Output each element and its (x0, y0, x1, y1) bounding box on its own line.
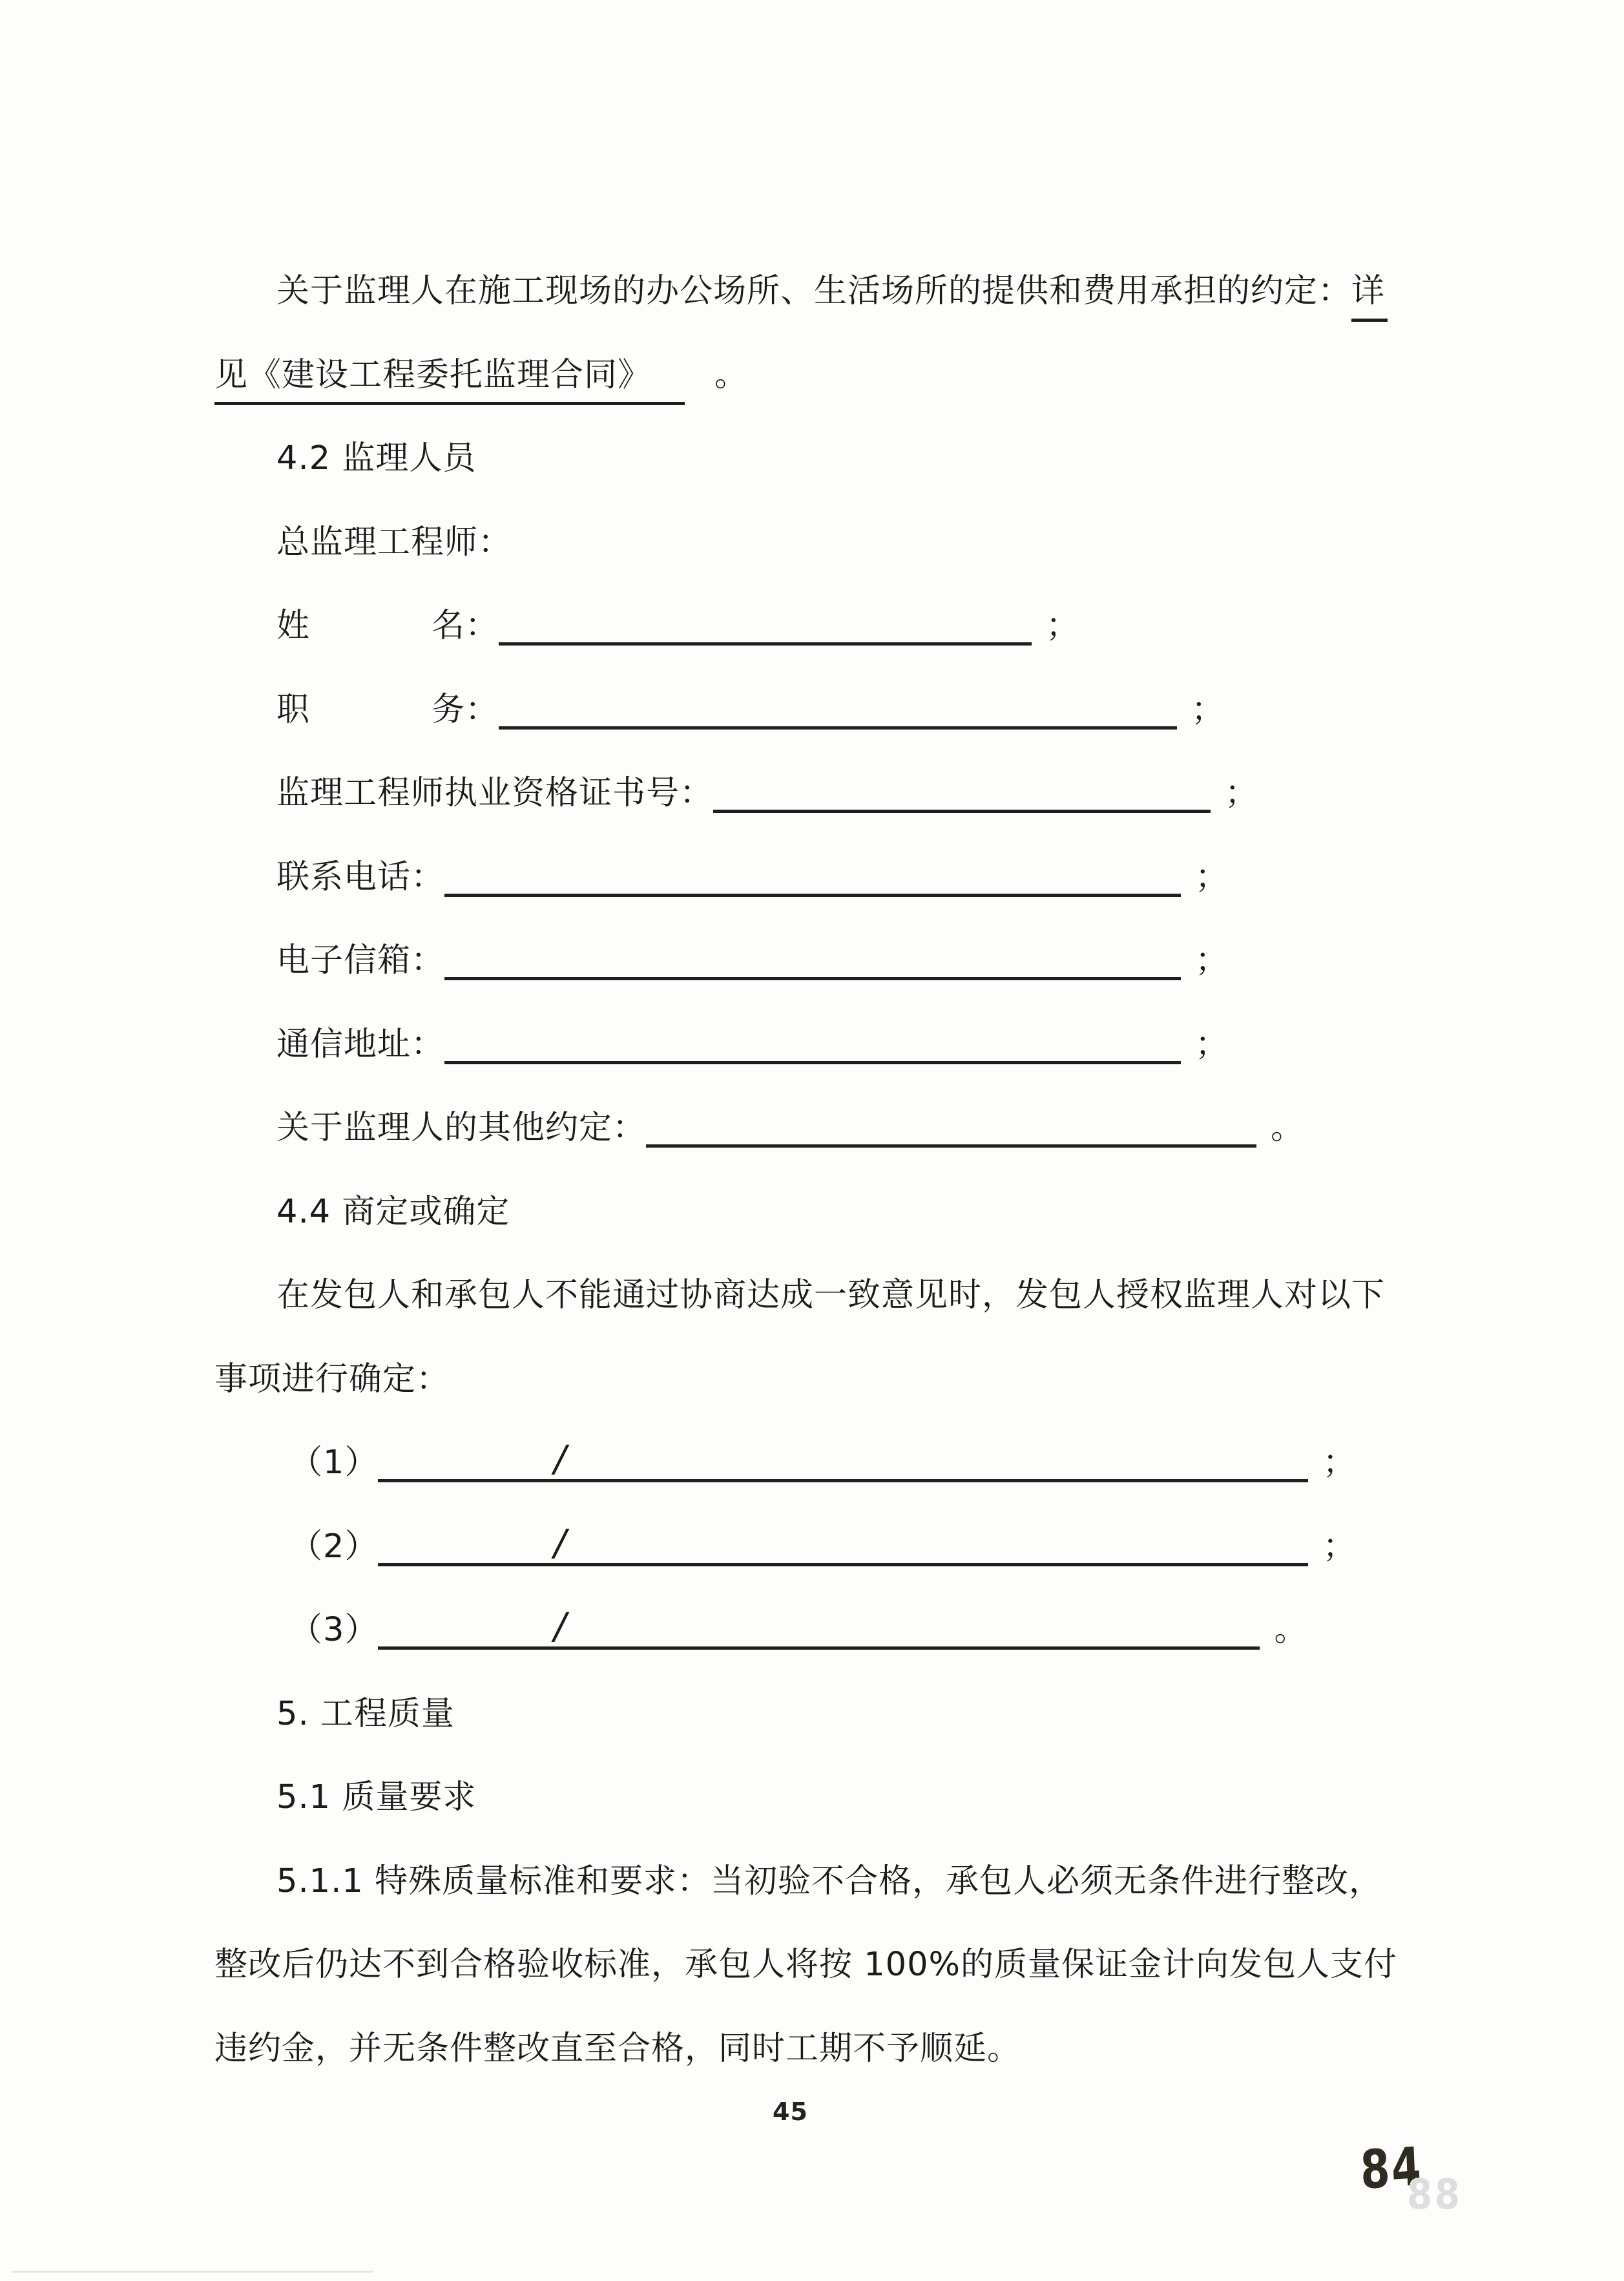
name-label-b: 名： (432, 607, 499, 645)
semicolon-mark: ； (1195, 1025, 1229, 1064)
blank-underline (646, 1139, 1256, 1148)
blank-underline (444, 1056, 1181, 1064)
period-mark: 。 (1271, 1109, 1305, 1147)
field-phone (214, 836, 1390, 920)
blank-underline (713, 804, 1211, 813)
clause-5-1-1-line3 (214, 2007, 1390, 2091)
determination-text-1: 在发包人和承包人不能通过协商达成一致意见时，发包人授权监理人对以下 (276, 1276, 1386, 1314)
slash-placeholder: / (554, 1522, 567, 1564)
item-2-label: （2） (289, 1527, 379, 1566)
heading-4-2 (214, 417, 1390, 501)
clause-office-text: 关于监理人在施工现场的办公场所、生活场所的提供和费用承担的约定： (276, 272, 1352, 310)
contract-body (214, 249, 1398, 2090)
blank-underline (499, 721, 1177, 730)
field-email (214, 919, 1390, 1003)
item-1-label: （1） (289, 1444, 379, 1482)
determination-text-2: 事项进行确定： (214, 1360, 450, 1398)
chief-engineer-label-text: 总监理工程师： (276, 523, 512, 562)
heading-5-text: 5. 工程质量 (276, 1694, 455, 1733)
blank-underline (444, 888, 1181, 897)
blank-underline (378, 1438, 1308, 1482)
label-chief-supervision-engineer (214, 501, 1390, 585)
position-label-b: 务： (432, 690, 499, 729)
blank-underline (378, 1522, 1308, 1566)
name-label-a: 姓 (276, 607, 311, 645)
clause-5-1-1-line2 (214, 1923, 1398, 2007)
clause-supervisor-office-line2 (214, 333, 1390, 417)
heading-4-2-text: 4.2 监理人员 (276, 439, 477, 478)
footer-page-number: 45 (773, 2097, 808, 2126)
email-label: 电子信箱： (276, 941, 445, 980)
other-agreements-label: 关于监理人的其他约定： (276, 1109, 647, 1147)
certificate-label: 监理工程师执业资格证书号： (276, 774, 714, 812)
clause-5-1-1-line1 (214, 1840, 1390, 1924)
semicolon-mark: ； (1322, 1444, 1357, 1482)
determination-item-3 (214, 1588, 1390, 1672)
semicolon-mark: ； (1225, 774, 1259, 812)
heading-5 (214, 1672, 1390, 1756)
slash-placeholder: / (554, 1606, 567, 1648)
field-other-agreements (214, 1086, 1390, 1170)
field-certificate-no (214, 752, 1390, 836)
phone-label: 联系电话： (276, 857, 445, 896)
scan-artifact-line (12, 2271, 373, 2273)
period-mark: 。 (1274, 1611, 1308, 1649)
para-determination-line1 (214, 1254, 1390, 1338)
heading-5-1 (214, 1756, 1390, 1840)
period-mark: 。 (714, 355, 749, 394)
blank-underline (499, 637, 1032, 646)
field-postal-address (214, 1003, 1390, 1087)
clause-5-1-1-text-1: 5.1.1 特殊质量标准和要求：当初验不合格，承包人必须无条件进行整改， (276, 1862, 1382, 1900)
semicolon-mark: ； (1322, 1527, 1357, 1566)
position-label-a: 职 (276, 690, 311, 729)
blank-underline (378, 1606, 1260, 1650)
para-determination-line2 (214, 1338, 1390, 1422)
clause-5-1-1-text-3: 违约金，并无条件整改直至合格，同时工期不予顺延。 (214, 2029, 1021, 2068)
handwritten-page-mark: 84 (1359, 2136, 1424, 2202)
address-label: 通信地址： (276, 1025, 445, 1064)
heading-4-4 (214, 1170, 1390, 1254)
ghost-page-mark: 88 (1407, 2171, 1463, 2219)
clause-5-1-1-text-2: 整改后仍达不到合格验收标准，承包人将按 100%的质量保证金计向发包人支付 (214, 1946, 1398, 1984)
field-name (214, 584, 1390, 668)
semicolon-mark: ； (1191, 690, 1225, 729)
item-3-label: （3） (289, 1611, 379, 1649)
slash-placeholder: / (554, 1438, 567, 1480)
filled-value-xiang: 详 (1351, 271, 1388, 322)
field-position (214, 668, 1390, 752)
semicolon-mark: ； (1195, 941, 1229, 980)
determination-item-1 (214, 1421, 1390, 1505)
determination-item-2 (214, 1505, 1390, 1589)
blank-underline (444, 972, 1181, 980)
heading-5-1-text: 5.1 质量要求 (276, 1778, 477, 1816)
heading-4-4-text: 4.4 商定或确定 (276, 1192, 510, 1231)
semicolon-mark: ； (1195, 857, 1229, 896)
clause-supervisor-office-line1 (214, 249, 1390, 333)
filled-value-see-contract: 见《建设工程委托监理合同》 (214, 355, 685, 406)
semicolon-mark: ； (1046, 607, 1080, 645)
